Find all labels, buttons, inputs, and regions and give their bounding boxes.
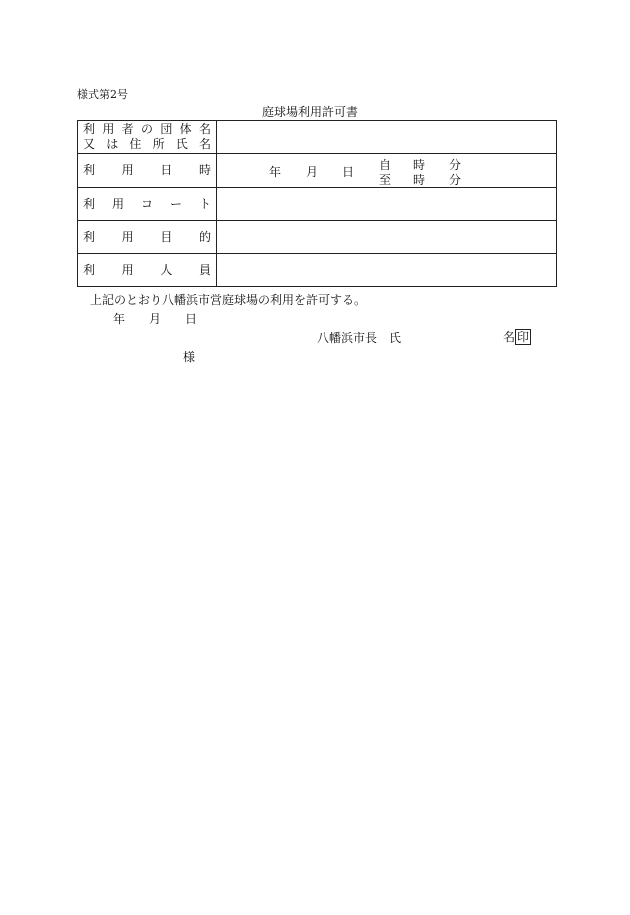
label-line-1 bbox=[83, 122, 211, 137]
dt-from-hour: 時 bbox=[413, 158, 426, 172]
label-char: 体 bbox=[179, 122, 192, 136]
label-char: 人 bbox=[160, 262, 173, 277]
row-purpose bbox=[78, 221, 557, 254]
label-char: 用 bbox=[111, 196, 124, 211]
row-datetime bbox=[78, 154, 557, 188]
label-purpose bbox=[78, 221, 217, 254]
label-char: 利 bbox=[83, 196, 96, 211]
label-char: コ bbox=[140, 196, 153, 211]
dt-from: 自 bbox=[379, 158, 392, 172]
value-attendees[interactable] bbox=[217, 254, 557, 287]
row-attendees bbox=[78, 254, 557, 287]
label-char: 目 bbox=[160, 229, 173, 244]
row-applicant bbox=[78, 121, 557, 154]
label-char: 用 bbox=[121, 163, 134, 177]
value-datetime[interactable] bbox=[217, 154, 557, 188]
label-char: 日 bbox=[160, 163, 173, 177]
label-char: 員 bbox=[198, 262, 211, 277]
dt-year: 年 bbox=[269, 165, 282, 179]
dt-month: 月 bbox=[306, 165, 319, 179]
dt-day: 日 bbox=[342, 165, 355, 179]
issue-month: 月 bbox=[149, 312, 162, 326]
document-title: 庭球場利用許可書 bbox=[262, 105, 359, 119]
dt-to: 至 bbox=[379, 173, 392, 187]
label-char: 利 bbox=[83, 262, 96, 277]
label-char: 住 bbox=[129, 137, 142, 151]
label-char: 者 bbox=[121, 122, 134, 136]
label-court bbox=[78, 188, 217, 221]
issue-year: 年 bbox=[113, 312, 126, 326]
label-char: 用 bbox=[121, 262, 134, 277]
dt-to-minute: 分 bbox=[449, 173, 462, 187]
dt-from-minute: 分 bbox=[449, 158, 462, 172]
issuer-name-seal bbox=[503, 328, 531, 345]
label-char: 利 bbox=[83, 229, 96, 244]
label-line-1 bbox=[83, 230, 211, 245]
label-line-1 bbox=[83, 197, 211, 212]
label-char: 名 bbox=[198, 137, 211, 151]
label-char: 利 bbox=[83, 163, 96, 177]
label-char: ー bbox=[169, 196, 182, 211]
issuer-honorific: 氏 bbox=[389, 331, 402, 345]
label-applicant bbox=[78, 121, 217, 154]
permission-statement: 上記のとおり八幡浜市営庭球場の利用を許可する。 bbox=[90, 293, 367, 307]
seal-stamp: 印 bbox=[517, 330, 530, 344]
recipient-honorific: 様 bbox=[183, 350, 196, 364]
label-char: 利 bbox=[83, 122, 96, 136]
label-char: 所 bbox=[152, 137, 165, 151]
label-char: の bbox=[140, 122, 153, 136]
dt-to-hour: 時 bbox=[413, 173, 426, 187]
label-line-1 bbox=[83, 163, 211, 178]
label-char: は bbox=[106, 137, 119, 151]
label-char: 時 bbox=[198, 163, 211, 177]
label-line-2 bbox=[83, 137, 211, 152]
issuer-name-suffix: 名 bbox=[503, 330, 516, 344]
label-datetime bbox=[78, 154, 217, 188]
issue-day: 日 bbox=[185, 312, 198, 326]
label-char: 用 bbox=[102, 122, 115, 136]
label-char: 又 bbox=[83, 137, 96, 151]
value-court[interactable] bbox=[217, 188, 557, 221]
label-attendees bbox=[78, 254, 217, 287]
permit-form-table bbox=[77, 120, 557, 287]
value-applicant[interactable] bbox=[217, 121, 557, 154]
value-purpose[interactable] bbox=[217, 221, 557, 254]
label-char: 名 bbox=[198, 122, 211, 136]
label-line-1 bbox=[83, 263, 211, 278]
label-char: 的 bbox=[198, 229, 211, 244]
label-char: 用 bbox=[121, 229, 134, 244]
label-char: ト bbox=[198, 196, 211, 211]
form-number: 様式第2号 bbox=[77, 88, 128, 101]
label-char: 団 bbox=[160, 122, 173, 136]
issuer-title: 八幡浜市長 bbox=[317, 331, 378, 345]
row-court bbox=[78, 188, 557, 221]
label-char: 氏 bbox=[175, 137, 188, 151]
